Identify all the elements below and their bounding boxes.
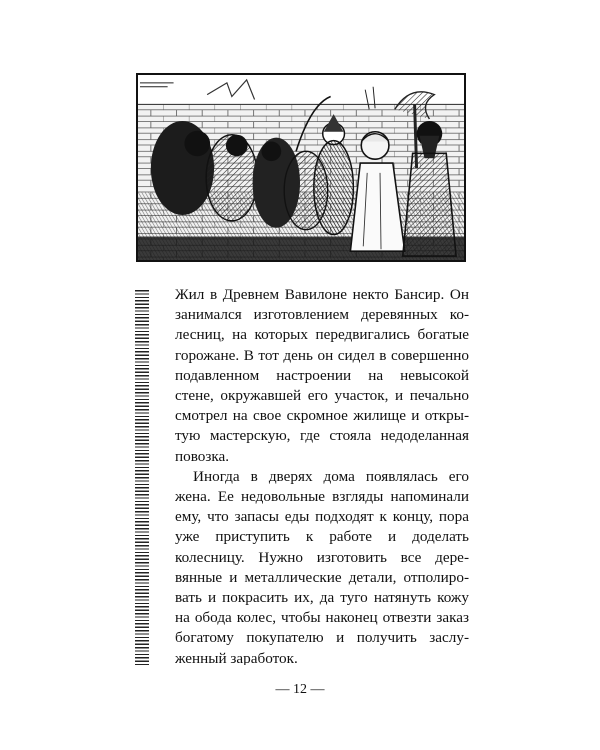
body-text (175, 285, 469, 665)
page-number: — 12 — (275, 682, 325, 697)
babylon-scene-illustration (138, 75, 464, 260)
decorative-side-border (135, 290, 149, 665)
paragraph-1: Жил в Древнем Вавилоне некто Бансир. Он занимался изготовлением деревянных колесниц, на которых передвигались богатые горожане. В тот день он сидел в совершенно подавленном настроении на невысокой стене, окружавшей его участок, и печально смотрел на свое скромное жилище и открытую мастерскую, где стояла недоделанная повозка. (175, 286, 469, 465)
paragraph-2: Иногда в дверях дома появлялась его жена. Ее недовольные взгляды напоминали ему, что запасы еды подходят к концу, пора уже приступить к работе и доделать колесницу. Нужно изготовить все деревянные и металлические детали, отполировать и покрасить их, да туго натянуть кожу на обода колес, чтобы наконец отвезти заказ богатому покупателю и получить заслуженный заработок. (175, 467, 469, 665)
chapter-illustration (136, 73, 466, 262)
